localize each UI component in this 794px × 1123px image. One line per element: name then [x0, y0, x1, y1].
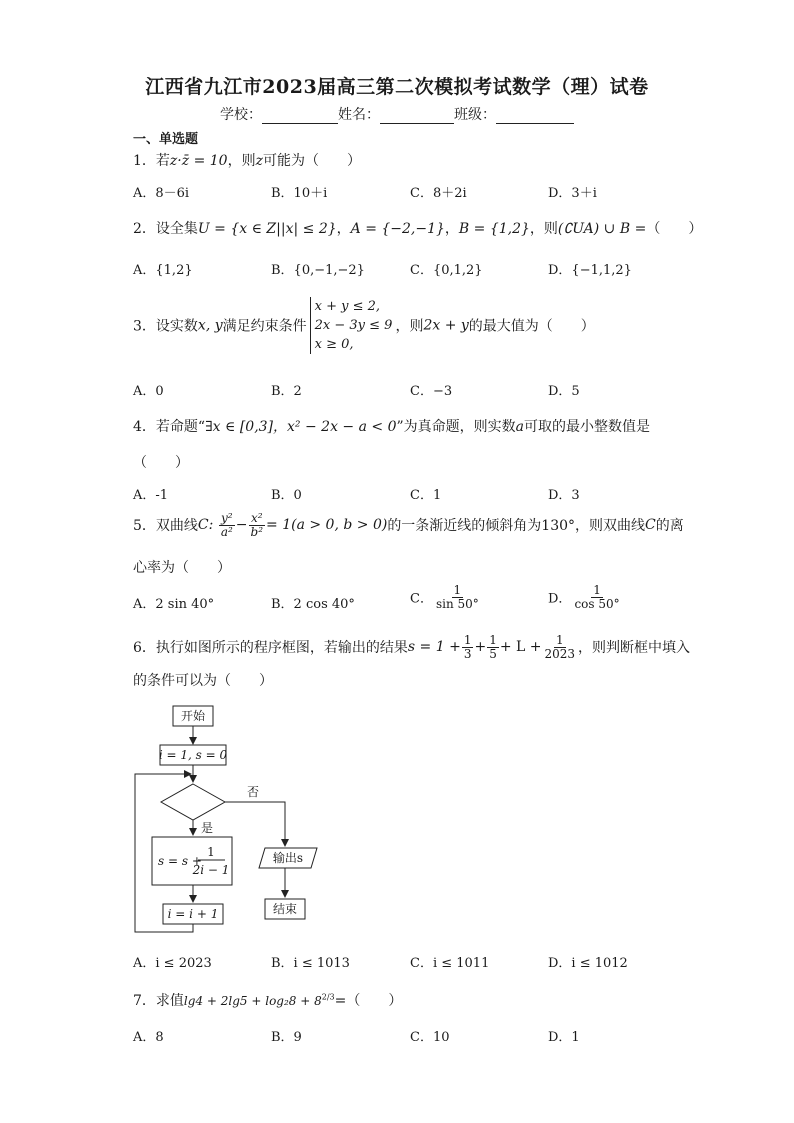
q5-minus: −	[235, 517, 248, 534]
q6-option-c[interactable]: C．i ≤ 1011	[410, 956, 490, 971]
q5-option-d-den: cos 50°	[574, 596, 620, 611]
q2-universal-set: U = {x ∈ Z||x| ≤ 2}	[197, 221, 337, 237]
q5-frac1-num: y²	[221, 511, 233, 525]
q5-frac2-den: b²	[250, 524, 264, 539]
q2-set-b: B = {1,2}	[458, 221, 530, 237]
section-heading: 一、单选题	[133, 132, 199, 147]
exam-title: 江西省九江市2023届高三第二次模拟考试数学（理）试卷	[145, 76, 649, 98]
q4-option-b[interactable]: B．0	[271, 488, 302, 503]
q6-frac-1	[462, 634, 474, 660]
q5-fraction-x	[249, 512, 266, 538]
q1-math: z·z̄ = 10	[169, 153, 228, 169]
q6-frac1-num: 1	[463, 633, 472, 647]
school-label: 学校：	[220, 107, 262, 123]
q2-text-e: （ ）	[646, 221, 703, 237]
q6-option-a[interactable]: A．i ≤ 2023	[133, 956, 212, 971]
q5-option-c-fraction	[434, 584, 481, 610]
q1-option-d[interactable]: D．3＋i	[548, 186, 597, 201]
question-5-stem	[133, 512, 684, 538]
q5-frac2-num: x²	[250, 511, 263, 525]
q5-text-b: 的一条渐近线的倾斜角为130°，则双曲线	[387, 518, 646, 535]
program-flowchart	[125, 700, 335, 940]
q2-option-d[interactable]: D．{−1,1,2}	[548, 263, 632, 278]
q5-option-c-label: C．	[410, 591, 433, 607]
q2-option-b[interactable]: B．{0,−1,−2}	[271, 263, 365, 278]
q4-answer-brackets: （ ）	[133, 455, 189, 471]
q6-plus: +	[474, 639, 487, 656]
q6-frac2-den: 5	[489, 646, 497, 661]
q5-option-c-num: 1	[453, 583, 462, 597]
flow-no-label: 否	[246, 785, 260, 799]
flow-decision-diamond	[161, 784, 225, 820]
q2-text-d: ，则	[529, 221, 558, 237]
q7-text-b: （ ）	[346, 993, 403, 1009]
flow-increment-label: i = i + 1	[167, 907, 219, 921]
q6-option-d[interactable]: D．i ≤ 1012	[548, 956, 628, 971]
flow-init-label: i = 1, s = 0	[158, 748, 228, 762]
q6-text: 6．执行如图所示的程序框图，若输出的结果	[133, 640, 408, 657]
q7-text: 7．求值	[133, 993, 184, 1009]
q3-option-d[interactable]: D．5	[548, 384, 580, 399]
q3-constraint-system	[310, 297, 393, 354]
q5-text-line2: 心率为（ ）	[133, 560, 231, 576]
q3-objective: 2x + y	[423, 317, 469, 334]
q5-fraction-y	[219, 512, 235, 538]
flow-start-label: 开始	[180, 709, 206, 723]
q5-curve-2: C	[645, 517, 656, 534]
q3-option-c[interactable]: C．−3	[410, 384, 453, 399]
q5-option-d-num: 1	[593, 583, 601, 597]
q4-option-a[interactable]: A．-1	[133, 488, 169, 503]
q7-option-d[interactable]: D．1	[548, 1030, 580, 1045]
q6-frac1-den: 3	[463, 646, 472, 661]
q2-set-a: A = {−2,−1}	[350, 221, 445, 237]
q4-text-b: ”为真命题，则实数	[396, 419, 516, 435]
flow-sum-num: 1	[207, 845, 215, 859]
name-label: 姓名：	[338, 107, 380, 123]
question-4-stem	[133, 416, 650, 436]
q3-option-a[interactable]: A．0	[133, 384, 164, 399]
flow-output-label: 输出s	[272, 851, 304, 865]
flow-sum-den: 2i − 1	[192, 863, 230, 877]
question-1-stem	[133, 150, 361, 170]
q3-option-b[interactable]: B．2	[271, 384, 302, 399]
q7-exponent: 2/3	[321, 992, 335, 1002]
q3-text-d: 的最大值为（ ）	[468, 318, 595, 335]
q3-text-c: ，则	[395, 318, 424, 335]
q5-option-c[interactable]	[410, 584, 482, 610]
q2-text: 2．设全集	[133, 221, 198, 237]
q2-expression: (∁UA) ∪ B =	[557, 221, 647, 237]
q7-option-c[interactable]: C．10	[410, 1030, 450, 1045]
flow-yes-label: 是	[201, 821, 214, 835]
q5-equation-rest: = 1(a > 0, b > 0)	[266, 517, 388, 534]
q6-frac-3	[543, 634, 578, 660]
q6-text-line2: 的条件可以为（ ）	[133, 673, 273, 689]
q5-option-d-fraction	[572, 584, 621, 610]
q2-option-a[interactable]: A．{1,2}	[133, 263, 193, 278]
q1-text: 1．若	[133, 153, 170, 169]
q5-text-c: 的离	[655, 518, 684, 535]
q4-proposition: ∃x ∈ [0,3]，x² − 2x − a < 0	[205, 419, 397, 435]
q4-text: 4．若命题“	[133, 419, 206, 435]
q1-option-c[interactable]: C．8＋2i	[410, 186, 467, 201]
q4-option-c[interactable]: C．1	[410, 488, 442, 503]
q3-vars: x, y	[197, 317, 223, 334]
q7-option-a[interactable]: A．8	[133, 1030, 164, 1045]
q1-var: z	[255, 153, 263, 169]
q5-text: 5．双曲线	[133, 518, 198, 535]
student-info-line	[0, 104, 794, 124]
q6-frac3-num: 1	[555, 633, 564, 647]
q6-text-b: ，则判断框中填入	[578, 640, 691, 657]
q6-frac-2	[487, 634, 499, 660]
q5-frac1-den: a²	[220, 524, 233, 539]
q5-option-c-den: sin 50°	[435, 596, 479, 611]
q7-expression: lg4 + 2lg5 + log₂8 + 8	[183, 994, 322, 1008]
question-7-stem	[133, 990, 402, 1010]
q7-option-b[interactable]: B．9	[271, 1030, 302, 1045]
q3-constraint-1: x + y ≤ 2,	[314, 299, 381, 314]
q2-sep2: ，	[444, 221, 459, 237]
q6-frac2-num: 1	[489, 633, 497, 647]
q1-text-b: ，则	[227, 153, 256, 169]
q3-text-b: 满足约束条件	[222, 318, 307, 335]
q5-option-a[interactable]: A．2 sin 40°	[133, 597, 215, 612]
q3-text: 3．设实数	[133, 318, 198, 335]
flow-sum-label: s = s +	[158, 854, 202, 868]
q6-sum-start: s = 1 +	[407, 639, 461, 656]
q6-ellipsis: + L +	[499, 639, 542, 656]
q2-sep: ，	[336, 221, 351, 237]
q5-option-d-label: D．	[548, 591, 572, 607]
class-blank[interactable]	[496, 109, 574, 124]
q2-option-c[interactable]: C．{0,1,2}	[410, 263, 483, 278]
school-blank[interactable]	[262, 109, 338, 124]
q1-option-a[interactable]: A．8－6i	[133, 186, 190, 201]
q5-option-d[interactable]	[548, 584, 623, 610]
q1-text-d: 可能为（ ）	[262, 153, 361, 169]
q5-curve: C:	[197, 517, 214, 534]
question-2-stem	[133, 218, 702, 238]
q6-option-b[interactable]: B．i ≤ 1013	[271, 956, 350, 971]
q4-text-c: 可取的最小整数值是	[524, 419, 651, 435]
question-6-stem	[133, 634, 690, 660]
q1-option-b[interactable]: B．10＋i	[271, 186, 328, 201]
class-label: 班级：	[454, 107, 496, 123]
q6-frac3-den: 2023	[544, 646, 576, 661]
flow-end-label: 结束	[272, 902, 298, 916]
name-blank[interactable]	[380, 109, 454, 124]
q5-option-b[interactable]: B．2 cos 40°	[271, 597, 355, 612]
q3-constraint-3: x ≥ 0,	[314, 337, 354, 352]
question-3-stem	[133, 297, 595, 354]
q4-var: a	[515, 419, 525, 435]
q7-equals: =	[334, 993, 347, 1009]
q3-constraint-2: 2x − 3y ≤ 9	[314, 318, 393, 333]
q4-option-d[interactable]: D．3	[548, 488, 580, 503]
